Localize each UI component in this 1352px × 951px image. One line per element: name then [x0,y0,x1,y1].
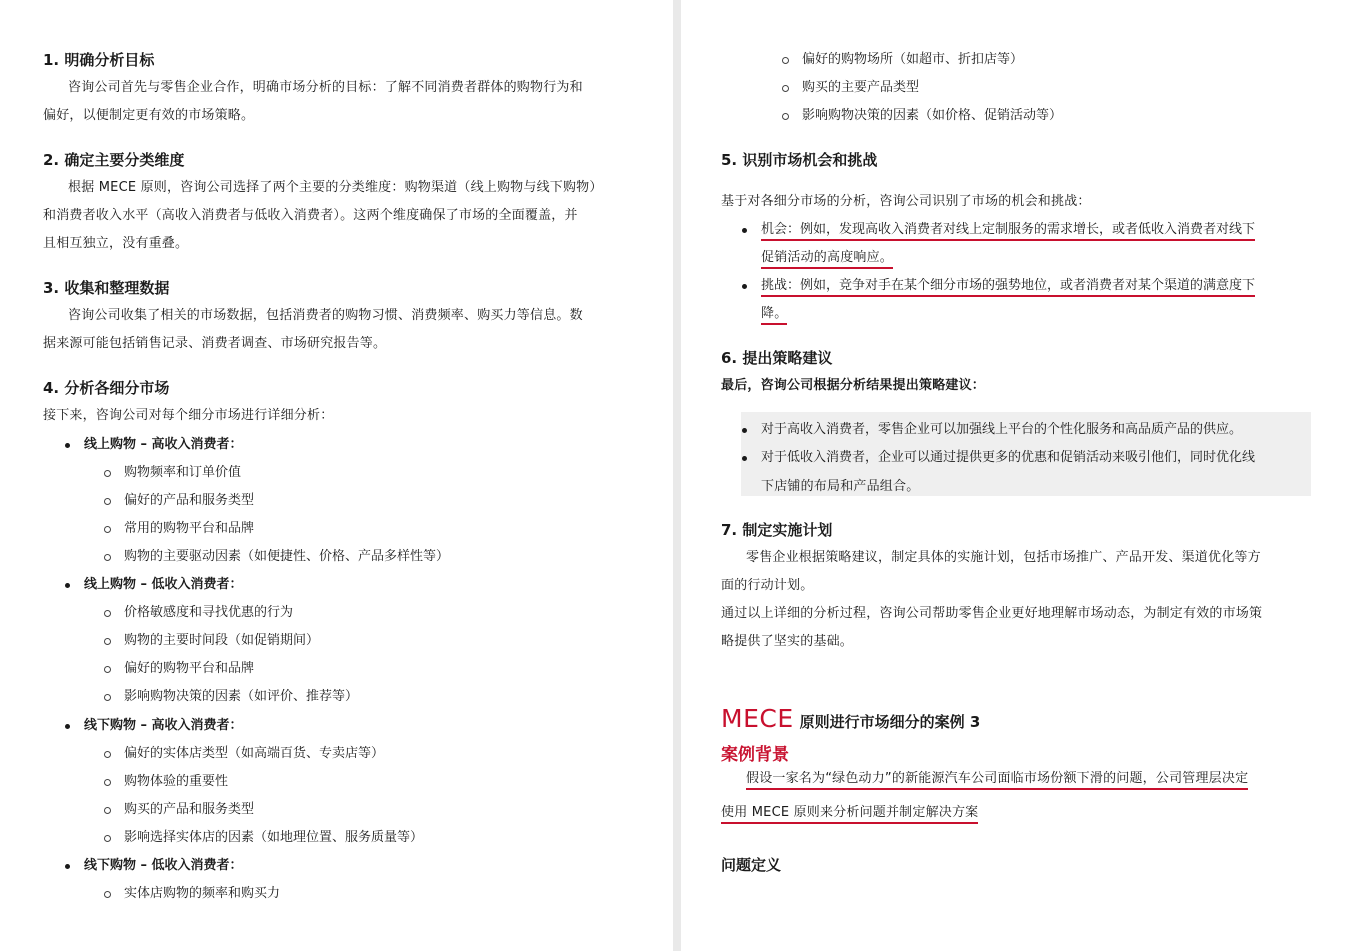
section-6-intro: 最后，咨询公司根据分析结果提出策略建议： [721,378,986,393]
list-item-strategy-high: 对于高收入消费者，零售企业可以加强线上平台的个性化服务和高品质产品的供应。 [761,416,1242,444]
case-text-line-1: 假设一家名为“绿色动力”的新能源汽车公司面临市场份额下滑的问题，公司管理层决定 [746,771,1248,790]
case-text-line-2-wrap [721,799,978,827]
sub-list-item: 偏好的实体店类型（如高端百货、专卖店等） [124,740,384,768]
challenge-line-1: 挑战：例如，竞争对手在某个细分市场的强势地位，或者消费者对某个渠道的满意度下 [761,278,1255,297]
section-3-text-line-2: 据来源可能包括销售记录、消费者调查、市场研究报告等。 [43,336,387,351]
document-page-left [0,0,673,951]
sub-list-item: 购买的主要产品类型 [802,74,919,102]
case-text-line-2: 使用 MECE 原则来分析问题并制定解决方案 [721,805,978,824]
section-7-text-line-3: 通过以上详细的分析过程，咨询公司帮助零售企业更好地理解市场动态，为制定有效的市场策 [721,606,1263,621]
section-3-text-line-1: 咨询公司收集了相关的市场数据，包括消费者的购物习惯、消费频率、购买力等信息。数 [68,308,583,323]
sub-list-item: 偏好的购物场所（如超市、折扣店等） [802,46,1023,74]
sub-list-item: 购物的主要驱动因素（如便捷性、价格、产品多样性等） [124,543,449,571]
section-7-title: 7. 制定实施计划 [721,521,833,539]
opportunity-line-1: 机会：例如，发现高收入消费者对线上定制服务的需求增长，或者低收入消费者对线下 [761,222,1255,241]
list-item-strategy-low: 对于低收入消费者，企业可以通过提供更多的优惠和促销活动来吸引他们，同时优化线 [761,444,1255,472]
section-5-title: 5. 识别市场机会和挑战 [721,151,878,169]
sub-list-item: 实体店购物的频率和购买力 [124,880,280,908]
list-item-offline-high: 线下购物 – 高收入消费者： [84,712,243,740]
list-item-online-high: 线上购物 – 高收入消费者： [84,431,243,459]
challenge-line-2: 降。 [761,306,787,325]
section-2-title: 2. 确定主要分类维度 [43,151,185,169]
sub-list-item: 购买的产品和服务类型 [124,796,254,824]
case-title [721,704,980,733]
sub-list-item: 影响购物决策的因素（如评价、推荐等） [124,683,358,711]
opportunity-line-2-wrap [761,244,893,272]
list-item-offline-low: 线下购物 – 低收入消费者： [84,852,243,880]
section-7-text-line-1: 零售企业根据策略建议，制定具体的实施计划，包括市场推广、产品开发、渠道优化等方 [746,550,1261,565]
opportunity-line-2: 促销活动的高度响应。 [761,250,893,269]
section-4-title: 4. 分析各细分市场 [43,379,170,397]
section-2-text-line-3: 且相互独立，没有重叠。 [43,236,189,251]
section-4-intro: 接下来，咨询公司对每个细分市场进行详细分析： [43,408,334,423]
section-6-title: 6. 提出策略建议 [721,349,833,367]
sub-list-item: 价格敏感度和寻找优惠的行为 [124,599,293,627]
sub-list-item: 常用的购物平台和品牌 [124,515,254,543]
sub-list-item: 影响选择实体店的因素（如地理位置、服务质量等） [124,824,423,852]
list-item-online-low: 线上购物 – 低收入消费者： [84,571,243,599]
sub-list-item: 偏好的购物平台和品牌 [124,655,254,683]
case-title-rest: 原则进行市场细分的案例 3 [799,713,981,731]
problem-definition-heading: 问题定义 [721,856,782,874]
sub-list-item: 偏好的产品和服务类型 [124,487,254,515]
sub-list-item: 购物的主要时间段（如促销期间） [124,627,319,655]
sub-list-item: 影响购物决策的因素（如价格、促销活动等） [802,102,1062,130]
case-text-line-1-wrap [721,765,1248,793]
challenge-line-2-wrap [761,300,787,328]
section-2-text-line-2: 和消费者收入水平（高收入消费者与低收入消费者）。这两个维度确保了市场的全面覆盖，并 [43,208,578,223]
section-2-text-line-1: 根据 MECE 原则，咨询公司选择了两个主要的分类维度：购物渠道（线上购物与线下购物） [68,180,603,195]
section-5-intro: 基于对各细分市场的分析，咨询公司识别了市场的机会和挑战： [721,194,1091,209]
list-item-opportunity [761,216,1255,244]
section-1-text-line-1: 咨询公司首先与零售企业合作，明确市场分析的目标：了解不同消费者群体的购物行为和 [68,80,583,95]
section-3-title: 3. 收集和整理数据 [43,279,170,297]
section-7-text-line-4: 略提供了坚实的基础。 [721,634,854,649]
document-page-right [681,0,1352,951]
section-1-title: 1. 明确分析目标 [43,51,155,69]
list-item-challenge [761,272,1255,300]
sub-list-item: 购物频率和订单价值 [124,459,241,487]
section-7-text-line-2: 面的行动计划。 [721,578,814,593]
section-1-text-line-2: 偏好，以便制定更有效的市场策略。 [43,108,255,123]
sub-list-item: 购物体验的重要性 [124,768,228,796]
case-background-heading: 案例背景 [721,745,789,765]
strategy-low-line-2: 下店铺的布局和产品组合。 [761,479,920,494]
case-title-mece: MECE [721,704,794,733]
